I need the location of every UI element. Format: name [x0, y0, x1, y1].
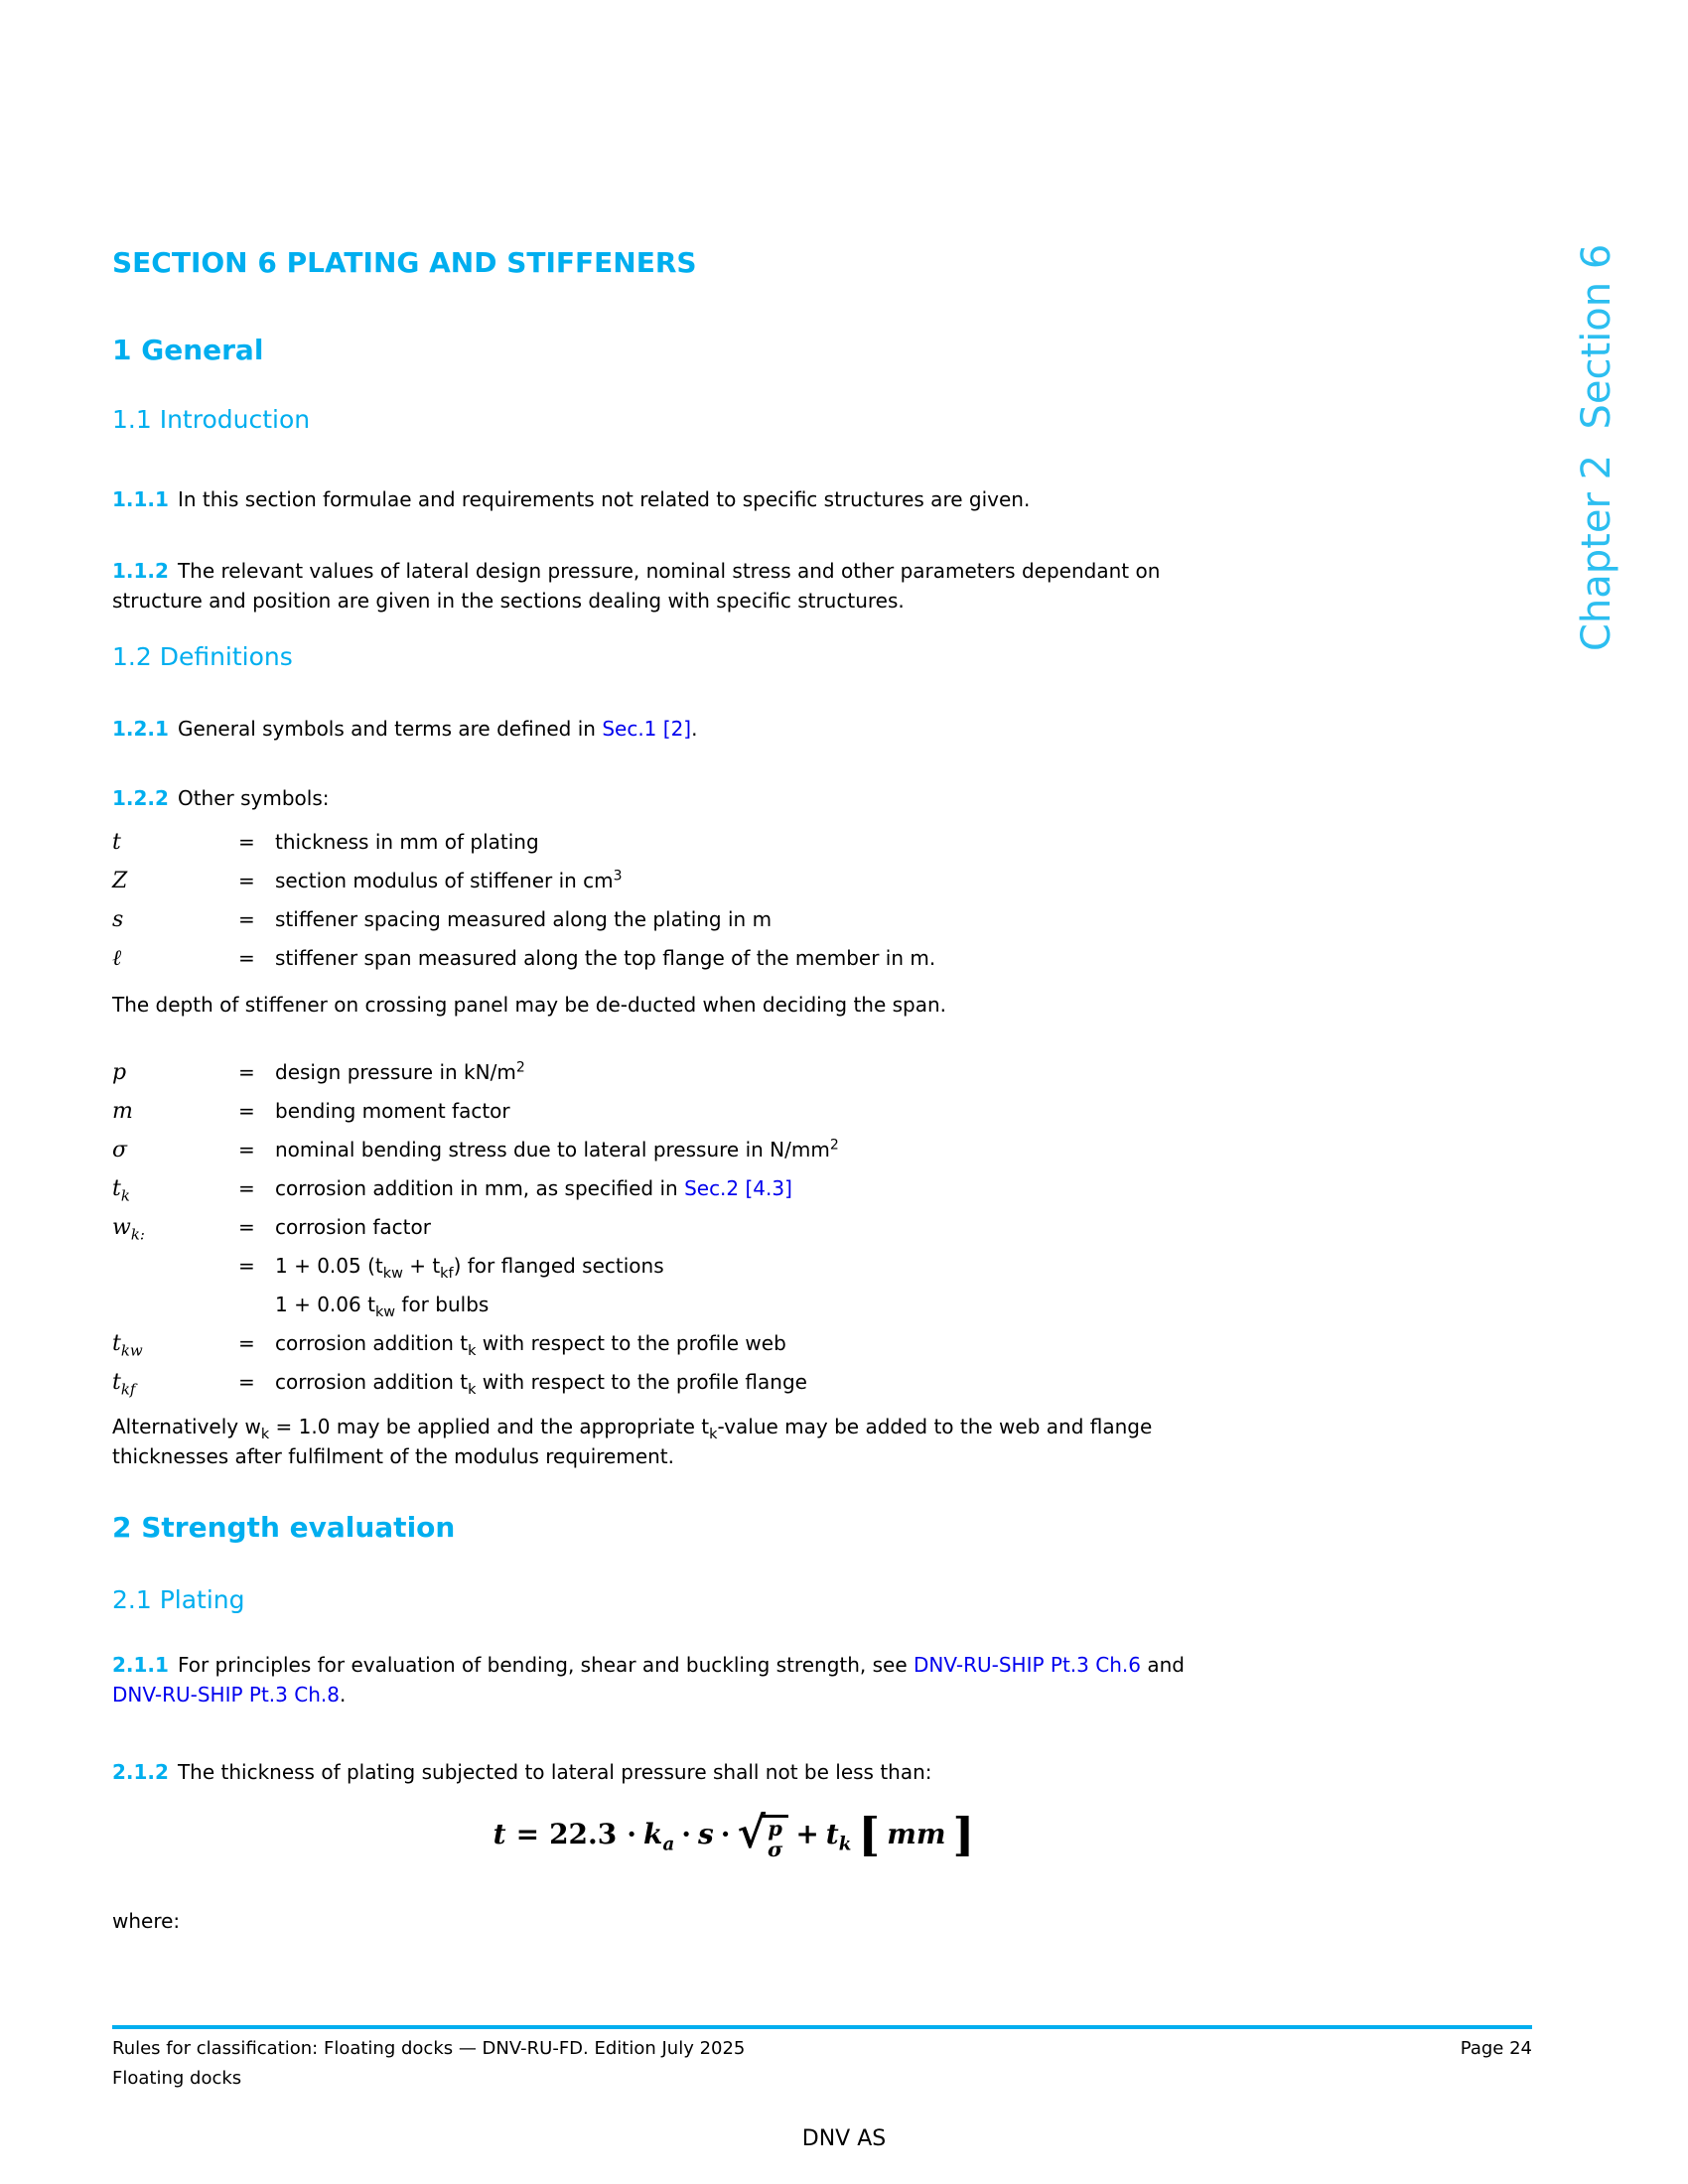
- paragraph-1-1-2: [112, 556, 1534, 615]
- clause-number: 1.1.2: [112, 559, 169, 583]
- equals-sign: =: [238, 1138, 255, 1161]
- definition-text: 1 + 0.06 $t_{kw}$ for bulbs: [275, 1293, 490, 1320]
- equals-sign: =: [238, 1099, 255, 1123]
- symbol-tk: $t_k$: [112, 1176, 130, 1205]
- symbol-t: t: [112, 830, 121, 855]
- definition-row-wk-flanged: [112, 1251, 1534, 1290]
- definition-row-t: [112, 827, 1534, 866]
- equals-sign: =: [238, 1370, 255, 1394]
- formula-var-s: s: [697, 1817, 714, 1850]
- footer-divider-line: [112, 2025, 1532, 2029]
- paragraph-1-2-1: [112, 714, 1534, 744]
- subscript: kw: [374, 1304, 396, 1320]
- definition-text: bending moment factor: [275, 1099, 510, 1123]
- definition-row-wk: [112, 1212, 1534, 1251]
- definition-row-tkf: [112, 1367, 1534, 1406]
- symbol-Z: Z: [112, 869, 128, 893]
- symbol-subscript: k: [120, 1186, 130, 1205]
- formula-plus: +: [795, 1817, 819, 1850]
- subscript: kw: [382, 1266, 403, 1282]
- plate-thickness-formula: [23, 1799, 1445, 1868]
- link-dnv-ru-ship-pt3-ch6[interactable]: DNV-RU-SHIP Pt.3 Ch.6: [914, 1653, 1141, 1677]
- paragraph-span-note: The depth of stiffener on crossing panel may be de-ducted when deciding the span.: [112, 993, 947, 1017]
- clause-number: 2.1.1: [112, 1653, 169, 1677]
- section-title: SECTION 6 PLATING AND STIFFENERS: [112, 246, 697, 279]
- definition-text: corrosion addition $t_k$ with respect to the profile web: [275, 1331, 786, 1359]
- heading-2-1-plating: 2.1 Plating: [112, 1585, 245, 1614]
- formula-var-tk: $t_k$: [825, 1817, 852, 1855]
- clause-number: 1.2.2: [112, 786, 169, 810]
- definition-text: corrosion factor: [275, 1215, 431, 1239]
- symbol-m: m: [112, 1099, 133, 1124]
- symbol-subscript: kw: [120, 1341, 143, 1360]
- definition-text: stiffener span measured along the top flange of the member in m.: [275, 946, 936, 970]
- symbol-wk: $w_{k:}$: [112, 1215, 145, 1244]
- formula-dot: ·: [681, 1817, 691, 1850]
- subscript: k: [260, 1427, 270, 1442]
- fraction-p-over-sigma: [762, 1815, 788, 1862]
- symbol-tkf: $t_{kf}$: [112, 1370, 136, 1399]
- formula-var-ka: $k_a$: [643, 1817, 675, 1855]
- equals-sign: =: [238, 1254, 255, 1278]
- equals-sign: =: [238, 1331, 255, 1355]
- symbol-p: p: [112, 1060, 127, 1085]
- link-dnv-ru-ship-pt3-ch8[interactable]: DNV-RU-SHIP Pt.3 Ch.8: [112, 1683, 340, 1706]
- clause-text: .: [339, 1683, 347, 1706]
- definition-text: thickness in mm of plating: [275, 830, 539, 854]
- symbol-tkw: $t_{kw}$: [112, 1331, 143, 1360]
- paragraph-where: where:: [112, 1909, 181, 1933]
- equals-sign: =: [238, 1215, 255, 1239]
- clause-text: .: [691, 717, 698, 741]
- definition-row-wk-bulbs: [112, 1290, 1534, 1328]
- definition-text: design pressure in $kN/m^2$: [275, 1059, 525, 1084]
- definition-list-1: [112, 827, 1534, 982]
- definition-row-tkw: [112, 1328, 1534, 1367]
- symbol-ell: ℓ: [112, 946, 122, 971]
- formula-subscript: k: [838, 1834, 852, 1855]
- formula-unit-mm: mm: [887, 1817, 946, 1850]
- definition-text: corrosion addition $t_k$ with respect to the profile flange: [275, 1370, 807, 1398]
- right-bracket: ]: [952, 1808, 975, 1861]
- symbol-s: s: [112, 907, 124, 932]
- superscript: 2: [829, 1137, 839, 1154]
- footer: [112, 2037, 1532, 2061]
- paragraph-1-2-2: [112, 783, 1534, 813]
- clause-text: structure and position are given in the sections dealing with specific structures.: [112, 589, 905, 613]
- heading-1-1-introduction: 1.1 Introduction: [112, 405, 311, 434]
- footer-page-number: Page 24: [1460, 2038, 1532, 2059]
- superscript: 3: [613, 868, 623, 885]
- clause-text: In this section formulae and requirements not related to specific structures are given.: [177, 487, 1031, 511]
- paragraph-2-1-1: [112, 1650, 1534, 1709]
- formula-var-p: p: [768, 1816, 782, 1841]
- link-sec2-4-3[interactable]: Sec.2 [4.3]: [684, 1176, 792, 1200]
- clause-number: 1.2.1: [112, 717, 169, 741]
- radical-sign: √: [737, 1807, 767, 1858]
- heading-1-2-definitions: 1.2 Definitions: [112, 642, 293, 671]
- subscript: kf: [440, 1266, 454, 1282]
- page-content: [112, 0, 1534, 1936]
- equals-sign: =: [238, 830, 255, 854]
- heading-2-strength-evaluation: 2 Strength evaluation: [112, 1511, 456, 1544]
- definition-text: corrosion addition in mm, as specified in Sec.2 [4.3]: [275, 1176, 792, 1200]
- clause-text: and: [1140, 1653, 1185, 1677]
- clause-text: Other symbols:: [177, 786, 330, 810]
- formula-coefficient: 22.3: [549, 1817, 618, 1850]
- clause-number: 1.1.1: [112, 487, 169, 511]
- subscript: k: [468, 1382, 477, 1398]
- definition-list-2: [112, 1057, 1534, 1406]
- formula-var-sigma: σ: [768, 1838, 783, 1862]
- left-bracket: [: [858, 1808, 881, 1861]
- link-sec1-2[interactable]: Sec.1 [2]: [602, 717, 692, 741]
- formula-subscript: a: [662, 1834, 675, 1855]
- definition-text: section modulus of stiffener in $cm^3$: [275, 868, 623, 892]
- symbol-subscript: k:: [130, 1225, 145, 1244]
- symbol-subscript: kf: [120, 1380, 136, 1399]
- clause-text: General symbols and terms are defined in: [177, 717, 603, 741]
- symbol-sigma: σ: [112, 1138, 128, 1162]
- clause-text: The relevant values of lateral design pressure, nominal stress and other parameters dependant on: [177, 559, 1161, 583]
- subscript: k: [709, 1427, 718, 1442]
- company-name: DNV AS: [801, 2126, 887, 2151]
- formula-square-root: [738, 1806, 789, 1861]
- equals-sign: =: [238, 907, 255, 931]
- definition-row-Z: [112, 866, 1534, 904]
- footer-subtitle: Floating docks: [112, 2068, 242, 2089]
- clause-text: The thickness of plating subjected to lateral pressure shall not be less than:: [177, 1760, 932, 1784]
- subscript: k: [468, 1343, 477, 1359]
- chapter-section-side-label: Chapter 2 Section 6: [1574, 243, 1619, 651]
- formula-equals: =: [515, 1817, 540, 1850]
- equals-sign: =: [238, 1176, 255, 1200]
- definition-text: 1 + 0.05 $(t_{kw} + t_{kf})$ for flanged sections: [275, 1254, 664, 1282]
- footer-document-title: Rules for classification: Floating docks — DNV-RU-FD. Edition July 2025: [112, 2038, 746, 2059]
- definition-text: nominal bending stress due to lateral pressure in $N/mm^2$: [275, 1137, 839, 1161]
- definition-row-p: [112, 1057, 1534, 1096]
- formula-var-t: t: [492, 1817, 506, 1850]
- definition-row-s: [112, 904, 1534, 943]
- equals-sign: =: [238, 1060, 255, 1084]
- paragraph-1-1-1: [112, 484, 1534, 514]
- equals-sign: =: [238, 869, 255, 892]
- paragraph-2-1-2: [112, 1757, 1534, 1787]
- definition-row-span: [112, 943, 1534, 982]
- formula-dot: ·: [627, 1817, 637, 1850]
- definition-row-m: [112, 1096, 1534, 1135]
- paragraph-alternative-wk: Alternatively $w_k = 1.0$ may be applied and the appropriate $t_k$-value may be added to the web and flange thicknesses after fulfilment of the modulus requirement.: [112, 1415, 1153, 1468]
- superscript: 2: [515, 1059, 525, 1076]
- heading-1-general: 1 General: [112, 334, 264, 366]
- equals-sign: =: [238, 946, 255, 970]
- formula-dot: ·: [720, 1817, 731, 1850]
- definition-text: stiffener spacing measured along the plating in m: [275, 907, 773, 931]
- clause-number: 2.1.2: [112, 1760, 169, 1784]
- definition-row-sigma: [112, 1135, 1534, 1173]
- clause-text: For principles for evaluation of bending, shear and buckling strength, see: [177, 1653, 914, 1677]
- definition-row-tk: [112, 1173, 1534, 1212]
